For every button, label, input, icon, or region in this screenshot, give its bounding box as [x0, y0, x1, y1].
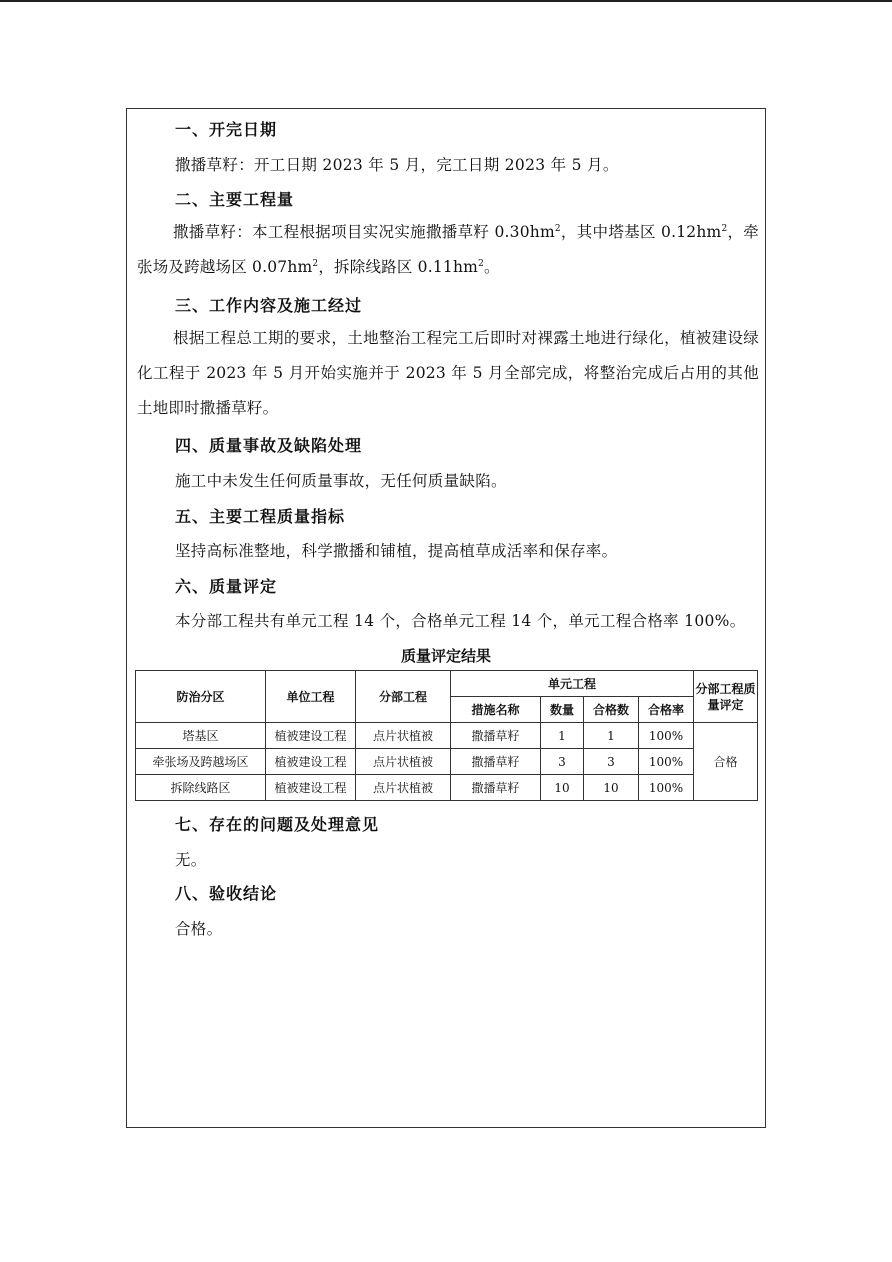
cell-zone: 牵张场及跨越场区: [136, 749, 266, 775]
quantity-text-part: ，其中塔基区 0.12hm: [560, 223, 722, 241]
cell-unit: 植被建设工程: [266, 749, 356, 775]
superscript: 2: [312, 258, 319, 269]
header-qualified: 合格数: [584, 697, 639, 723]
header-measure: 措施名称: [451, 697, 541, 723]
header-unit-project: 单位工程: [266, 671, 356, 723]
section-text-1: 撒播草籽：开工日期 2023 年 5 月，完工日期 2023 年 5 月。: [175, 156, 619, 174]
cell-qualified: 3: [584, 749, 639, 775]
cell-sub: 点片状植被: [356, 749, 451, 775]
quantity-text-part: 。: [484, 258, 500, 276]
header-zone: 防治分区: [136, 671, 266, 723]
cell-measure: 撒播草籽: [451, 723, 541, 749]
cell-rate: 100%: [639, 749, 694, 775]
cell-qualified: 1: [584, 723, 639, 749]
section-heading-2: 二、主要工程量: [175, 190, 295, 209]
section-text-8: 合格。: [175, 920, 223, 938]
cell-assessment: 合格: [694, 723, 758, 801]
cell-rate: 100%: [639, 723, 694, 749]
section-heading-3: 三、工作内容及施工经过: [175, 296, 363, 315]
table-row: [136, 749, 758, 775]
section-heading-4: 四、质量事故及缺陷处理: [175, 436, 363, 455]
document-frame: [126, 108, 766, 1128]
section-text-7: 无。: [175, 851, 207, 869]
section-text-6: 本分部工程共有单元工程 14 个，合格单元工程 14 个，单元工程合格率 100%。: [175, 612, 746, 630]
quantity-text-part: ，拆除线路区 0.11hm: [318, 258, 479, 276]
header-sub-project: 分部工程: [356, 671, 451, 723]
cell-sub: 点片状植被: [356, 775, 451, 801]
cell-zone: 塔基区: [136, 723, 266, 749]
cell-unit: 植被建设工程: [266, 775, 356, 801]
table-row: [136, 775, 758, 801]
cell-unit: 植被建设工程: [266, 723, 356, 749]
table-row: [136, 723, 758, 749]
superscript: 2: [554, 223, 561, 234]
cell-rate: 100%: [639, 775, 694, 801]
superscript: 2: [478, 258, 485, 269]
page-top-border: [0, 0, 892, 2]
cell-count: 1: [541, 723, 584, 749]
section-heading-5: 五、主要工程质量指标: [175, 507, 346, 526]
section-heading-8: 八、验收结论: [175, 884, 278, 903]
quality-table: [135, 670, 758, 801]
superscript: 2: [721, 223, 728, 234]
header-assessment: 分部工程质量评定: [694, 671, 758, 723]
section-heading-6: 六、质量评定: [175, 577, 278, 596]
header-count: 数量: [541, 697, 584, 723]
cell-qualified: 10: [584, 775, 639, 801]
section-text-5: 坚持高标准整地，科学撒播和铺植，提高植草成活率和保存率。: [175, 542, 618, 560]
section-paragraph-3: 根据工程总工期的要求，土地整治工程完工后即时对裸露土地进行绿化，植被建设绿化工程于 2023 年 5 月开始实施并于 2023 年 5 月全部完成，将整治完成后占用的其他土地即时撒播草籽。: [137, 329, 759, 417]
section-paragraph-2: [137, 215, 759, 285]
cell-measure: 撒播草籽: [451, 775, 541, 801]
cell-zone: 拆除线路区: [136, 775, 266, 801]
header-element-project: 单元工程: [451, 671, 694, 697]
section-heading-1: 一、开完日期: [175, 120, 278, 139]
quantity-text-part: ，牵张场及跨越场区 0.07hm: [137, 223, 759, 276]
cell-count: 10: [541, 775, 584, 801]
cell-sub: 点片状植被: [356, 723, 451, 749]
cell-measure: 撒播草籽: [451, 749, 541, 775]
quantity-text-part: 撒播草籽：本工程根据项目实况实施撒播草籽 0.30hm: [173, 223, 555, 241]
table-caption: 质量评定结果: [400, 647, 491, 665]
section-text-4: 施工中未发生任何质量事故，无任何质量缺陷。: [175, 472, 507, 490]
cell-count: 3: [541, 749, 584, 775]
section-heading-7: 七、存在的问题及处理意见: [175, 815, 380, 834]
header-rate: 合格率: [639, 697, 694, 723]
